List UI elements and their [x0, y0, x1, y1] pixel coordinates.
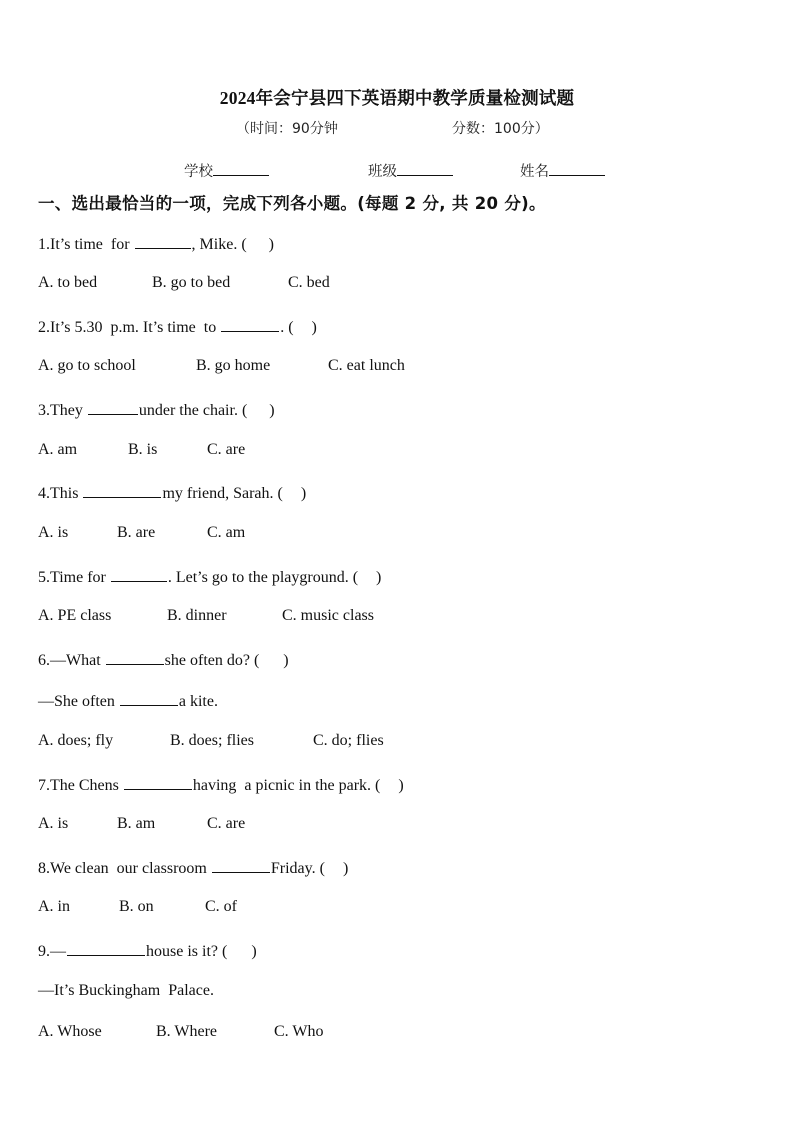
- question-text: —What: [50, 652, 105, 669]
- answer-blank[interactable]: [120, 690, 178, 706]
- question-8: [38, 857, 348, 878]
- option-a[interactable]: A. am: [38, 441, 78, 458]
- name-label: 姓名: [520, 164, 549, 180]
- question-text: —: [50, 943, 66, 960]
- name-field: [520, 160, 605, 181]
- answer-paren: ): [398, 777, 404, 794]
- question-7: [38, 774, 404, 795]
- question-number: 2.: [38, 319, 50, 336]
- question-number: 3.: [38, 402, 50, 419]
- question-text: We clean our classroom: [50, 860, 211, 877]
- class-blank[interactable]: [397, 161, 453, 176]
- question-number: 1.: [38, 236, 50, 253]
- answer-blank[interactable]: [106, 649, 164, 665]
- question-9: [38, 940, 257, 961]
- option-c[interactable]: C. music class: [282, 607, 374, 624]
- class-field: [368, 160, 453, 181]
- option-a[interactable]: A. is: [38, 524, 69, 541]
- question-number: 9.: [38, 943, 50, 960]
- answer-blank[interactable]: [67, 940, 145, 956]
- option-c[interactable]: C. eat lunch: [328, 357, 405, 374]
- answer-paren: ): [268, 236, 274, 253]
- exam-time: （时间：90分钟: [236, 121, 338, 137]
- section-heading: 一、选出最恰当的一项，完成下列各小题。(每题 2 分, 共 20 分)。: [38, 194, 546, 213]
- name-blank[interactable]: [549, 161, 605, 176]
- answer-paren: ): [283, 652, 289, 669]
- option-a[interactable]: A. Whose: [38, 1023, 102, 1040]
- question-text: It’s 5.30 p.m. It’s time to: [50, 319, 221, 336]
- option-b[interactable]: B. am: [117, 815, 156, 832]
- option-a[interactable]: A. go to school: [38, 357, 136, 374]
- question-text: —It’s Buckingham Palace.: [38, 982, 214, 999]
- answer-paren: ): [311, 319, 317, 336]
- option-a[interactable]: A. to bed: [38, 274, 98, 291]
- option-a[interactable]: A. is: [38, 815, 69, 832]
- option-b[interactable]: B. go to bed: [152, 274, 231, 291]
- option-b[interactable]: B. Where: [156, 1023, 218, 1040]
- option-b[interactable]: B. dinner: [167, 607, 227, 624]
- option-c[interactable]: C. are: [207, 815, 246, 832]
- school-field: [184, 160, 269, 181]
- answer-paren: ): [269, 402, 275, 419]
- answer-paren: ): [251, 943, 257, 960]
- question-text: house is it? (: [146, 943, 228, 960]
- option-c[interactable]: C. do; flies: [313, 732, 384, 749]
- option-c[interactable]: C. are: [207, 441, 246, 458]
- question-5: [38, 566, 381, 587]
- option-b[interactable]: B. go home: [196, 357, 271, 374]
- option-b[interactable]: B. does; flies: [170, 732, 254, 749]
- question-text: she often do? (: [164, 652, 260, 669]
- option-c[interactable]: C. am: [207, 524, 246, 541]
- option-b[interactable]: B. on: [119, 898, 154, 915]
- question-text: —She often: [38, 693, 119, 710]
- option-c[interactable]: C. bed: [288, 274, 330, 291]
- answer-blank[interactable]: [88, 399, 138, 415]
- answer-paren: ): [342, 860, 349, 877]
- class-label: 班级: [368, 164, 397, 180]
- question-number: 6.: [38, 652, 50, 669]
- question-3: [38, 399, 275, 420]
- question-number: 4.: [38, 485, 50, 502]
- question-6: [38, 649, 289, 670]
- question-text: under the chair. (: [138, 402, 248, 419]
- document-title: 2024年会宁县四下英语期中教学质量检测试题: [219, 88, 575, 108]
- question-text: having a picnic in the park. (: [192, 777, 381, 794]
- question-4: [38, 482, 306, 503]
- option-b[interactable]: B. is: [128, 441, 158, 458]
- question-text: . (: [280, 319, 294, 336]
- question-text: The Chens: [50, 777, 123, 794]
- option-c[interactable]: C. Who: [274, 1023, 324, 1040]
- exam-score: 分数：100分）: [452, 121, 549, 137]
- option-a[interactable]: A. PE class: [38, 607, 112, 624]
- answer-paren: ): [376, 569, 382, 586]
- question-text: Time for: [50, 569, 110, 586]
- question-9-response: [38, 982, 214, 1000]
- answer-blank[interactable]: [83, 482, 161, 498]
- question-text: It’s time for: [50, 236, 134, 253]
- question-2: [38, 316, 317, 337]
- question-text: This: [50, 485, 83, 502]
- option-b[interactable]: B. are: [117, 524, 156, 541]
- question-1: [38, 233, 274, 254]
- question-text: a kite.: [178, 693, 218, 710]
- school-blank[interactable]: [213, 161, 269, 176]
- question-number: 7.: [38, 777, 50, 794]
- option-a[interactable]: A. in: [38, 898, 70, 915]
- option-c[interactable]: C. of: [205, 898, 237, 915]
- school-label: 学校: [184, 164, 213, 180]
- answer-blank[interactable]: [212, 857, 270, 873]
- question-6-response: [38, 690, 218, 711]
- answer-blank[interactable]: [221, 316, 279, 332]
- question-text: my friend, Sarah. (: [162, 485, 283, 502]
- answer-blank[interactable]: [135, 233, 191, 249]
- question-text: , Mike. (: [191, 236, 247, 253]
- option-a[interactable]: A. does; fly: [38, 732, 114, 749]
- question-text: Friday. (: [270, 860, 325, 877]
- answer-blank[interactable]: [124, 774, 192, 790]
- answer-blank[interactable]: [111, 566, 167, 582]
- question-number: 8.: [38, 860, 50, 877]
- question-text: They: [50, 402, 87, 419]
- answer-paren: ): [300, 485, 307, 502]
- question-text: . Let’s go to the playground. (: [167, 569, 359, 586]
- question-number: 5.: [38, 569, 50, 586]
